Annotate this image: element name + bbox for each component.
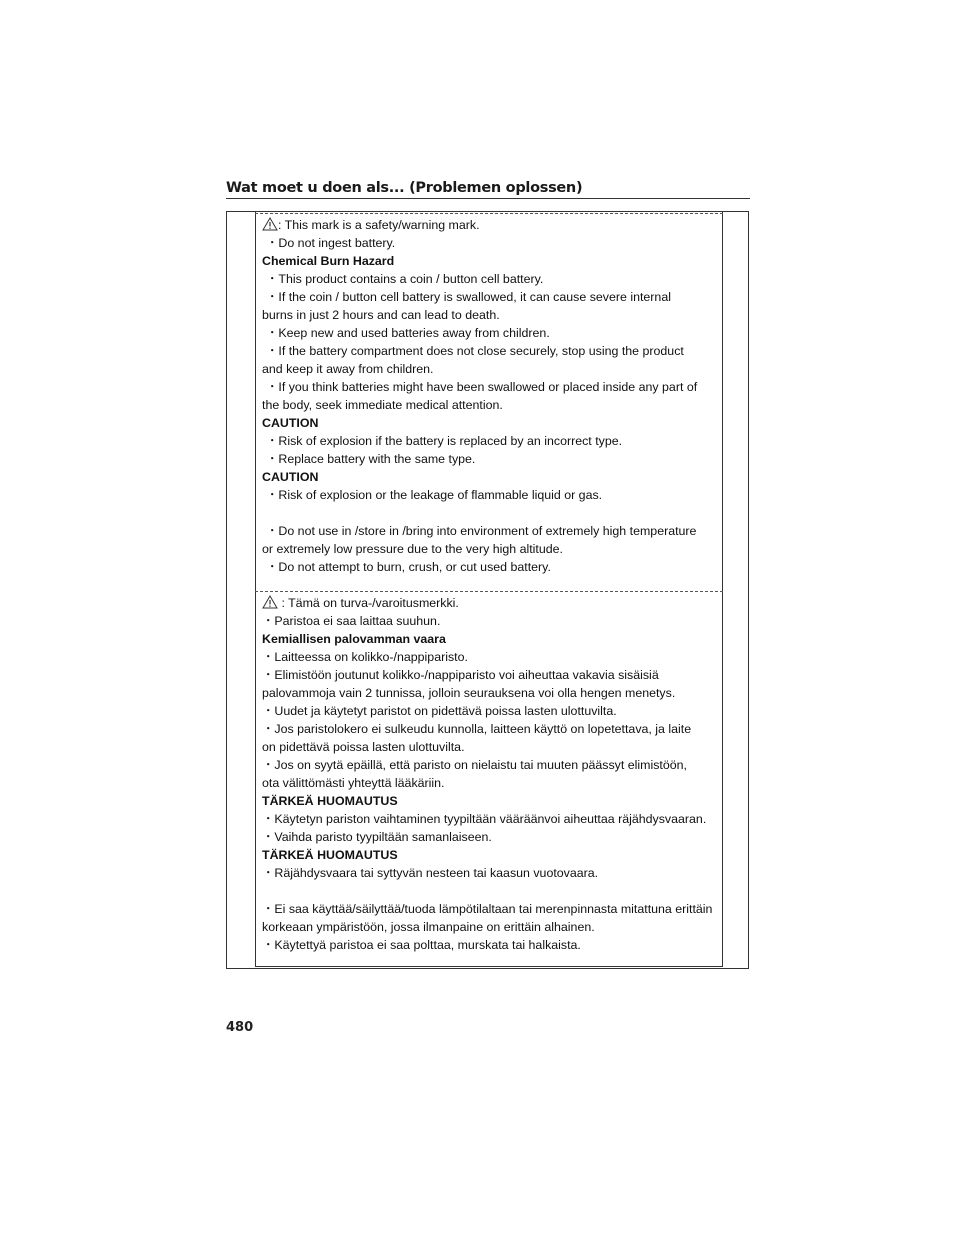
- english-section: [262, 216, 720, 576]
- list-item: ・Jos on syytä epäillä, että paristo on nielaistu tai muuten päässyt elimistöön,: [262, 758, 687, 772]
- spacer: [262, 504, 720, 522]
- list-item: ・Do not ingest battery.: [266, 236, 396, 250]
- list-item: ・Do not use in /store in /bring into environment of extremely high temperature: [266, 524, 697, 538]
- list-item: ・Paristoa ei saa laittaa suuhun.: [262, 614, 441, 628]
- list-item-continued: the body, seek immediate medical attention.: [262, 398, 503, 412]
- list-item-continued: korkeaan ympäristöön, jossa ilmanpaine on erittäin alhainen.: [262, 920, 595, 934]
- list-item: ・If the battery compartment does not close securely, stop using the product: [266, 344, 684, 358]
- caution-heading: TÄRKEÄ HUOMAUTUS: [262, 848, 398, 862]
- page-header-title: Wat moet u doen als... (Problemen oplossen): [226, 180, 583, 196]
- list-item: ・If you think batteries might have been swallowed or placed inside any part of: [266, 380, 698, 394]
- list-item-continued: on pidettävä poissa lasten ulottuvilta.: [262, 740, 465, 754]
- warning-mark-text: : This mark is a safety/warning mark.: [278, 218, 480, 232]
- language-divider: [255, 591, 723, 592]
- list-item: ・Vaihda paristo tyypiltään samanlaiseen.: [262, 830, 492, 844]
- caution-heading: CAUTION: [262, 470, 319, 484]
- warning-mark-line: [262, 216, 720, 234]
- list-item: ・Jos paristolokero ei sulkeudu kunnolla, laitteen käyttö on lopetettava, ja laite: [262, 722, 692, 736]
- page-number: 480: [226, 1020, 254, 1035]
- finnish-section: [262, 594, 720, 954]
- list-item: ・Risk of explosion or the leakage of flammable liquid or gas.: [266, 488, 603, 502]
- list-item: ・Räjähdysvaara tai syttyvän nesteen tai kaasun vuotovaara.: [262, 866, 599, 880]
- warning-mark-text: : Tämä on turva-/varoitusmerkki.: [278, 596, 459, 610]
- caution-heading: CAUTION: [262, 416, 319, 430]
- list-item: ・Replace battery with the same type.: [266, 452, 476, 466]
- list-item: ・Ei saa käyttää/säilyttää/tuoda lämpötilaltaan tai merenpinnasta mitattuna erittäin: [262, 902, 713, 916]
- warning-triangle-icon: [262, 595, 278, 609]
- list-item: ・Uudet ja käytetyt paristot on pidettävä poissa lasten ulottuvilta.: [262, 704, 617, 718]
- list-item-continued: and keep it away from children.: [262, 362, 434, 376]
- list-item: ・This product contains a coin / button cell battery.: [266, 272, 544, 286]
- header-rule: [226, 198, 750, 199]
- section-heading: Kemiallisen palovamman vaara: [262, 632, 446, 646]
- section-heading: Chemical Burn Hazard: [262, 254, 395, 268]
- warning-triangle-icon: [262, 217, 278, 231]
- list-item: ・Risk of explosion if the battery is replaced by an incorrect type.: [266, 434, 623, 448]
- list-item: ・Elimistöön joutunut kolikko-/nappiparisto voi aiheuttaa vakavia sisäisiä: [262, 668, 659, 682]
- list-item: ・Laitteessa on kolikko-/nappiparisto.: [262, 650, 468, 664]
- list-item: ・Käytettyä paristoa ei saa polttaa, murskata tai halkaista.: [262, 938, 581, 952]
- panel-bottom-border: [255, 966, 723, 967]
- spacer: [262, 882, 720, 900]
- list-item: ・Do not attempt to burn, crush, or cut used battery.: [266, 560, 551, 574]
- caution-heading: TÄRKEÄ HUOMAUTUS: [262, 794, 398, 808]
- list-item: ・Käytetyn pariston vaihtaminen tyypiltään vääräänvoi aiheuttaa räjähdysvaaran.: [262, 812, 707, 826]
- list-item: ・If the coin / button cell battery is swallowed, it can cause severe internal: [266, 290, 671, 304]
- panel-top-border: [255, 213, 723, 214]
- list-item-continued: or extremely low pressure due to the very high altitude.: [262, 542, 563, 556]
- list-item-continued: burns in just 2 hours and can lead to death.: [262, 308, 500, 322]
- list-item-continued: ota välittömästi yhteyttä lääkäriin.: [262, 776, 445, 790]
- list-item-continued: palovammoja vain 2 tunnissa, jolloin seurauksena voi olla hengen menetys.: [262, 686, 676, 700]
- list-item: ・Keep new and used batteries away from children.: [266, 326, 550, 340]
- warning-mark-line: [262, 594, 720, 612]
